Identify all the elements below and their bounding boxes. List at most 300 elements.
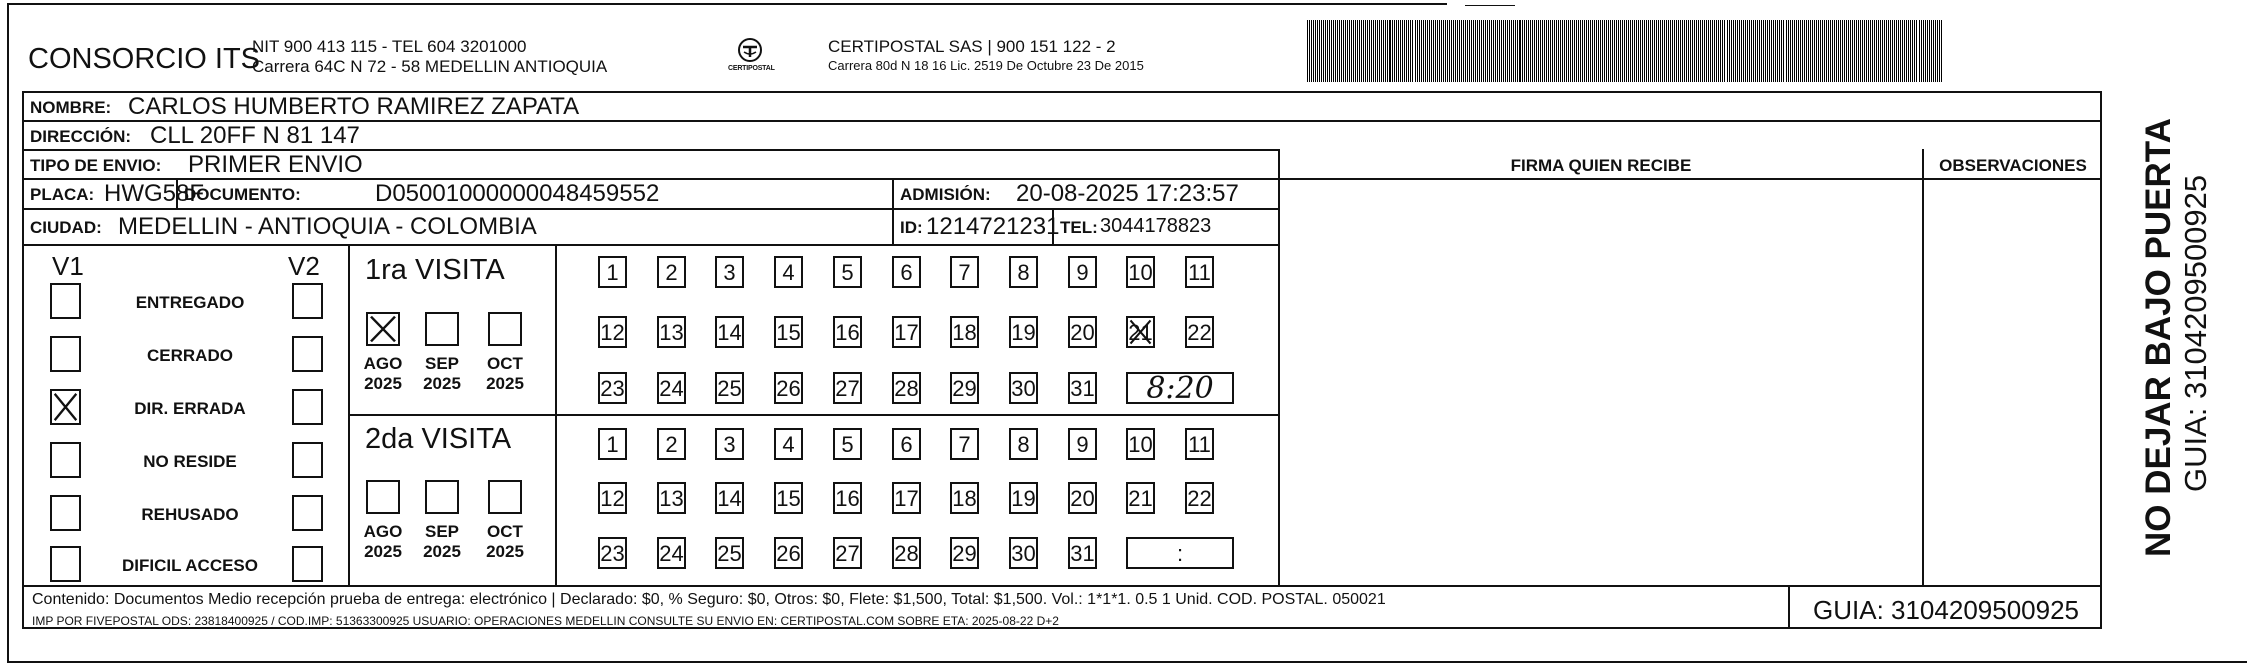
- day-number: 26: [776, 541, 801, 566]
- barcode-bar: [1598, 20, 1599, 82]
- day-number: 28: [894, 541, 919, 566]
- side-guia: GUIA: 3104209500925: [2178, 174, 2213, 492]
- barcode-bar: [1745, 20, 1746, 82]
- barcode-bar: [1313, 20, 1314, 82]
- option-label: CERRADO: [147, 346, 233, 365]
- barcode-bar: [1884, 20, 1885, 82]
- day-number: 9: [1076, 260, 1089, 285]
- barcode-bar: [1417, 20, 1418, 82]
- v2-label: V2: [288, 251, 320, 281]
- day-number: 10: [1128, 432, 1153, 457]
- visit2-day-box[interactable]: [1068, 482, 1097, 514]
- barcode-bar: [1522, 20, 1523, 82]
- barcode-bar: [1361, 20, 1362, 82]
- barcode-bar: [1425, 20, 1426, 82]
- barcode-bar: [1383, 20, 1384, 82]
- barcode-bar: [1684, 20, 1685, 82]
- firma-header-line: [1278, 178, 2102, 180]
- v2-checkbox[interactable]: [292, 495, 323, 531]
- barcode-bar: [1392, 20, 1393, 82]
- company-nit: NIT 900 413 115 - TEL 604 3201000: [252, 37, 527, 56]
- barcode-bar: [1660, 20, 1661, 82]
- visit1-day-box[interactable]: [715, 256, 744, 288]
- barcode-bar: [1513, 20, 1514, 82]
- visit2-month-label: [357, 522, 409, 561]
- options-divider: [348, 244, 350, 585]
- day-number: 31: [1070, 376, 1095, 401]
- barcode-bar: [1682, 20, 1683, 82]
- barcode-bar: [1781, 20, 1782, 82]
- barcode-bar: [1771, 20, 1772, 82]
- day-number: 5: [841, 260, 854, 285]
- visit2-time-box[interactable]: [1126, 537, 1234, 569]
- barcode-bar: [1568, 20, 1569, 82]
- barcode-bar: [1616, 20, 1617, 82]
- visit2-day-box[interactable]: [774, 537, 803, 569]
- firma-col-line: [1278, 149, 1280, 585]
- visit1-day-box[interactable]: [950, 256, 979, 288]
- barcode-bar: [1836, 20, 1837, 82]
- barcode-bar: [1832, 20, 1833, 82]
- barcode-bar: [1860, 20, 1861, 82]
- barcode-bar: [1737, 20, 1738, 82]
- visit1-day-box[interactable]: [1126, 316, 1155, 348]
- barcode-bar: [1804, 20, 1805, 82]
- visit2-day-box[interactable]: [1126, 482, 1155, 514]
- barcode-bar: [1501, 20, 1502, 82]
- barcode-bar: [1321, 20, 1322, 82]
- visit2-month-checkbox[interactable]: [425, 480, 459, 514]
- barcode-bar: [1810, 20, 1811, 82]
- barcode-bar: [1443, 20, 1444, 82]
- admision-label: ADMISIÓN:: [900, 185, 991, 204]
- placa-label: PLACA:: [30, 185, 95, 204]
- visit1-month-label: [357, 354, 409, 393]
- barcode-bar: [1584, 20, 1585, 82]
- v1-checkbox[interactable]: [50, 495, 81, 531]
- barcode-bar: [1580, 20, 1581, 82]
- visit1-day-box[interactable]: [833, 316, 862, 348]
- barcode-bar: [1724, 20, 1725, 82]
- visit1-day-box[interactable]: [657, 372, 686, 404]
- barcode-bar: [1363, 20, 1364, 82]
- barcode-bar: [1692, 20, 1693, 82]
- visit-divider: [348, 414, 1280, 416]
- barcode-bar: [1612, 20, 1613, 82]
- barcode-bar: [1656, 20, 1657, 82]
- visit2-day-box[interactable]: [1068, 537, 1097, 569]
- day-number: 7: [958, 260, 971, 285]
- barcode-bar: [1373, 20, 1374, 82]
- barcode-bar: [1858, 20, 1859, 82]
- barcode-bar: [1747, 20, 1748, 82]
- barcode-bar: [1840, 20, 1841, 82]
- barcode-bar: [1554, 20, 1555, 82]
- visit1-day-box[interactable]: [1126, 256, 1155, 288]
- documento-label: DOCUMENTO:: [184, 185, 301, 204]
- visit2-day-box[interactable]: [598, 428, 627, 460]
- day-number: 12: [600, 486, 625, 511]
- barcode-bar: [1349, 20, 1350, 82]
- v1-checkbox[interactable]: [50, 336, 81, 372]
- barcode-bar: [1429, 20, 1430, 82]
- barcode-bar: [1783, 20, 1784, 82]
- barcode-bar: [1704, 20, 1705, 82]
- visit1-day-box[interactable]: [1185, 316, 1214, 348]
- barcode-bar: [1469, 20, 1470, 82]
- month-year: 2025: [364, 541, 402, 561]
- barcode-bar: [1902, 20, 1903, 82]
- v2-checkbox[interactable]: [292, 389, 323, 425]
- visit1-day-box[interactable]: [892, 256, 921, 288]
- barcode-bar: [1904, 20, 1905, 82]
- day-number: 2: [665, 260, 678, 285]
- barcode-bar: [1680, 20, 1681, 82]
- barcode-bar: [1800, 20, 1801, 82]
- visit2-day-box[interactable]: [833, 537, 862, 569]
- visit2-day-box[interactable]: [833, 428, 862, 460]
- barcode-bar: [1775, 20, 1776, 82]
- visit2-day-box[interactable]: [774, 428, 803, 460]
- barcode-bar: [1820, 20, 1821, 82]
- day-number: 30: [1011, 541, 1036, 566]
- barcode-bar: [1353, 20, 1354, 82]
- barcode-bar: [1927, 20, 1928, 82]
- ciudad-value: MEDELLIN - ANTIOQUIA - COLOMBIA: [118, 213, 537, 240]
- visit1-day-box[interactable]: [598, 372, 627, 404]
- visit1-day-box[interactable]: [1185, 256, 1214, 288]
- barcode-bar: [1939, 20, 1940, 82]
- visit1-month-checkbox[interactable]: [425, 312, 459, 346]
- visit2-day-box[interactable]: [1009, 428, 1038, 460]
- barcode-bar: [1654, 20, 1655, 82]
- barcode-bar: [1548, 20, 1549, 82]
- option-label: REHUSADO: [141, 505, 239, 524]
- barcode-bar: [1473, 20, 1474, 82]
- barcode-bar: [1910, 20, 1911, 82]
- barcode-bar: [1400, 20, 1401, 82]
- tel-value: 3044178823: [1100, 215, 1212, 237]
- barcode-bar: [1618, 20, 1619, 82]
- barcode-bar: [1534, 20, 1535, 82]
- barcode-bar: [1574, 20, 1575, 82]
- visit1-day-box[interactable]: [1009, 316, 1038, 348]
- visit1-day-box[interactable]: [774, 316, 803, 348]
- visit1-day-box[interactable]: [657, 316, 686, 348]
- barcode-bar: [1604, 20, 1605, 82]
- barcode-bar: [1848, 20, 1849, 82]
- barcode-bar: [1307, 20, 1308, 82]
- barcode-bar: [1447, 20, 1448, 82]
- barcode-bar: [1499, 20, 1500, 82]
- visit1-month-checkbox[interactable]: [488, 312, 522, 346]
- barcode-bar: [1933, 20, 1934, 82]
- visit2-day-box[interactable]: [774, 482, 803, 514]
- barcode-bar: [1536, 20, 1537, 82]
- barcode-bar: [1457, 20, 1458, 82]
- barcode-bar: [1359, 20, 1360, 82]
- barcode-bar: [1586, 20, 1587, 82]
- day-number: 13: [659, 320, 684, 345]
- barcode-bar: [1908, 20, 1909, 82]
- barcode-bar: [1606, 20, 1607, 82]
- day-number: 1: [606, 260, 619, 285]
- barcode-bar: [1716, 20, 1717, 82]
- barcode-bar: [1674, 20, 1675, 82]
- barcode-bar: [1550, 20, 1551, 82]
- barcode-bar: [1850, 20, 1851, 82]
- barcode-bar: [1415, 20, 1416, 82]
- barcode-bar: [1818, 20, 1819, 82]
- visit2-day-box[interactable]: [1185, 482, 1214, 514]
- visit1-day-box[interactable]: [1009, 256, 1038, 288]
- day-number: 17: [894, 486, 919, 511]
- day-number: 19: [1011, 320, 1036, 345]
- barcode-bar: [1862, 20, 1863, 82]
- barcode-bar: [1743, 20, 1744, 82]
- barcode-bar: [1485, 20, 1486, 82]
- barcode-bar: [1898, 20, 1899, 82]
- barcode-bar: [1367, 20, 1368, 82]
- visit1-day-box[interactable]: [833, 372, 862, 404]
- visit2-day-box[interactable]: [715, 428, 744, 460]
- visit2-day-box[interactable]: [833, 482, 862, 514]
- barcode-bar: [1755, 20, 1756, 82]
- v2-checkbox[interactable]: [292, 546, 323, 582]
- visit2-day-box[interactable]: [950, 428, 979, 460]
- time-value: :: [1176, 541, 1184, 566]
- visit2-day-box[interactable]: [1068, 428, 1097, 460]
- visit2-day-box[interactable]: [598, 482, 627, 514]
- barcode-bar: [1333, 20, 1334, 82]
- visit1-day-box[interactable]: [892, 316, 921, 348]
- visit2-day-box[interactable]: [1185, 428, 1214, 460]
- barcode-bar: [1718, 20, 1719, 82]
- visit1-day-box[interactable]: [833, 256, 862, 288]
- visit2-month-checkbox[interactable]: [366, 480, 400, 514]
- barcode-bar: [1357, 20, 1358, 82]
- visit1-day-box[interactable]: [657, 256, 686, 288]
- barcode-bar: [1608, 20, 1609, 82]
- barcode-bar: [1706, 20, 1707, 82]
- v2-checkbox[interactable]: [292, 336, 323, 372]
- visit1-day-box[interactable]: [892, 372, 921, 404]
- barcode-bar: [1792, 20, 1793, 82]
- day-number: 31: [1070, 541, 1095, 566]
- barcode-bar: [1524, 20, 1525, 82]
- barcode-bar: [1495, 20, 1496, 82]
- barcode-bar: [1864, 20, 1865, 82]
- visit2-day-box[interactable]: [950, 537, 979, 569]
- visit1-day-box[interactable]: [950, 316, 979, 348]
- barcode-bar: [1325, 20, 1326, 82]
- barcode-bar: [1672, 20, 1673, 82]
- barcode-bar: [1739, 20, 1740, 82]
- barcode-bar: [1632, 20, 1633, 82]
- certipostal-logo: [728, 34, 775, 78]
- visit2-day-box[interactable]: [892, 537, 921, 569]
- barcode-bar: [1387, 20, 1388, 82]
- day-number: 18: [952, 486, 977, 511]
- barcode-bar: [1323, 20, 1324, 82]
- visit1-time-box[interactable]: [1126, 372, 1234, 404]
- barcode-bar: [1765, 20, 1766, 82]
- day-number: 25: [717, 541, 742, 566]
- barcode-bar: [1658, 20, 1659, 82]
- barcode-bar: [1576, 20, 1577, 82]
- barcode-bar: [1566, 20, 1567, 82]
- barcode-bar: [1481, 20, 1482, 82]
- day-number: 8: [1017, 432, 1030, 457]
- visit1-day-box[interactable]: [715, 372, 744, 404]
- barcode-bar: [1421, 20, 1422, 82]
- barcode-bar: [1572, 20, 1573, 82]
- barcode-bar: [1546, 20, 1547, 82]
- visit2-title: 2da VISITA: [365, 423, 512, 455]
- barcode-bar: [1882, 20, 1883, 82]
- barcode-bar: [1493, 20, 1494, 82]
- visit2-day-box[interactable]: [657, 482, 686, 514]
- day-number: 14: [717, 486, 742, 511]
- visit1-month-label: [416, 354, 468, 393]
- barcode-bar: [1489, 20, 1490, 82]
- visit2-day-box[interactable]: [950, 482, 979, 514]
- barcode-bar: [1824, 20, 1825, 82]
- v1-checkbox[interactable]: [50, 283, 81, 319]
- barcode-bar: [1419, 20, 1420, 82]
- barcode-bar: [1890, 20, 1891, 82]
- day-number: 20: [1070, 486, 1095, 511]
- check-x-icon: [52, 391, 79, 423]
- barcode-bar: [1710, 20, 1711, 82]
- day-number: 25: [717, 376, 742, 401]
- v2-checkbox[interactable]: [292, 442, 323, 478]
- barcode-bar: [1666, 20, 1667, 82]
- barcode-bar: [1381, 20, 1382, 82]
- barcode-bar: [1626, 20, 1627, 82]
- visit2-day-box[interactable]: [715, 537, 744, 569]
- barcode-bar: [1886, 20, 1887, 82]
- day-number: 10: [1128, 260, 1153, 285]
- barcode-bar: [1562, 20, 1563, 82]
- barcode-bar: [1664, 20, 1665, 82]
- barcode-bar: [1337, 20, 1338, 82]
- barcode-bar: [1779, 20, 1780, 82]
- day-number: 11: [1188, 260, 1211, 285]
- day-number: 16: [835, 320, 860, 345]
- barcode-bar: [1786, 20, 1787, 82]
- visit2-day-box[interactable]: [657, 537, 686, 569]
- visit1-day-box[interactable]: [715, 316, 744, 348]
- barcode-bar: [1335, 20, 1336, 82]
- barcode-bar: [1919, 20, 1920, 82]
- visit1-month-label: [479, 354, 531, 393]
- barcode-bar: [1712, 20, 1713, 82]
- barcode-bar: [1594, 20, 1595, 82]
- barcode-bar: [1556, 20, 1557, 82]
- id-label: ID:: [900, 218, 923, 237]
- visit1-month-checkbox[interactable]: [366, 312, 400, 346]
- visit2-day-box[interactable]: [1126, 428, 1155, 460]
- day-number: 28: [894, 376, 919, 401]
- barcode-bar: [1923, 20, 1924, 82]
- visit1-day-box[interactable]: [1068, 372, 1097, 404]
- v1-checkbox[interactable]: [50, 442, 81, 478]
- barcode-bar: [1329, 20, 1330, 82]
- barcode-bar: [1842, 20, 1843, 82]
- barcode-bar: [1741, 20, 1742, 82]
- visit1-day-box[interactable]: [774, 372, 803, 404]
- month-name: OCT: [487, 354, 523, 373]
- barcode-bar: [1830, 20, 1831, 82]
- barcode-bar: [1406, 20, 1407, 82]
- visit1-day-box[interactable]: [1068, 316, 1097, 348]
- barcode-bar: [1866, 20, 1867, 82]
- barcode-bar: [1634, 20, 1635, 82]
- barcode-bar: [1872, 20, 1873, 82]
- barcode-bar: [1552, 20, 1553, 82]
- visit1-day-box[interactable]: [1068, 256, 1097, 288]
- day-number: 22: [1187, 320, 1212, 345]
- visit2-day-box[interactable]: [598, 537, 627, 569]
- barcode-bar: [1331, 20, 1332, 82]
- barcode-bar: [1749, 20, 1750, 82]
- barcode-bar: [1925, 20, 1926, 82]
- v2-checkbox[interactable]: [292, 283, 323, 319]
- direccion-label: DIRECCIÓN:: [30, 127, 132, 146]
- visit2-day-box[interactable]: [715, 482, 744, 514]
- barcode-bar: [1441, 20, 1442, 82]
- visit1-day-box[interactable]: [1009, 372, 1038, 404]
- month-year: 2025: [486, 541, 524, 561]
- time-value: 8:20: [1146, 371, 1214, 406]
- barcode-bar: [1735, 20, 1736, 82]
- v1-checkbox[interactable]: [50, 389, 81, 425]
- barcode-bar: [1876, 20, 1877, 82]
- barcode-bar: [1844, 20, 1845, 82]
- barcode-bar: [1790, 20, 1791, 82]
- day-number: 19: [1011, 486, 1036, 511]
- day-number: 26: [776, 376, 801, 401]
- visit2-month-checkbox[interactable]: [488, 480, 522, 514]
- barcode-bar: [1564, 20, 1565, 82]
- barcode-bar: [1921, 20, 1922, 82]
- barcode-bar: [1892, 20, 1893, 82]
- v1-checkbox[interactable]: [50, 546, 81, 582]
- barcode-bar: [1854, 20, 1855, 82]
- barcode-bar: [1757, 20, 1758, 82]
- barcode-bar: [1394, 20, 1395, 82]
- barcode-bar: [1642, 20, 1643, 82]
- visit2-day-box[interactable]: [657, 428, 686, 460]
- visit1-day-box[interactable]: [598, 256, 627, 288]
- visit1-day-box[interactable]: [598, 316, 627, 348]
- visit2-day-box[interactable]: [892, 482, 921, 514]
- visit2-day-box[interactable]: [892, 428, 921, 460]
- visit2-day-box[interactable]: [1009, 537, 1038, 569]
- barcode-bar: [1371, 20, 1372, 82]
- barcode-bar: [1894, 20, 1895, 82]
- barcode-bar: [1702, 20, 1703, 82]
- visit1-day-box[interactable]: [950, 372, 979, 404]
- visit1-day-box[interactable]: [774, 256, 803, 288]
- day-number: 1: [606, 432, 619, 457]
- visit2-day-box[interactable]: [1009, 482, 1038, 514]
- barcode-bar: [1696, 20, 1697, 82]
- barcode-bar: [1763, 20, 1764, 82]
- barcode-bar: [1868, 20, 1869, 82]
- month-year: 2025: [486, 373, 524, 393]
